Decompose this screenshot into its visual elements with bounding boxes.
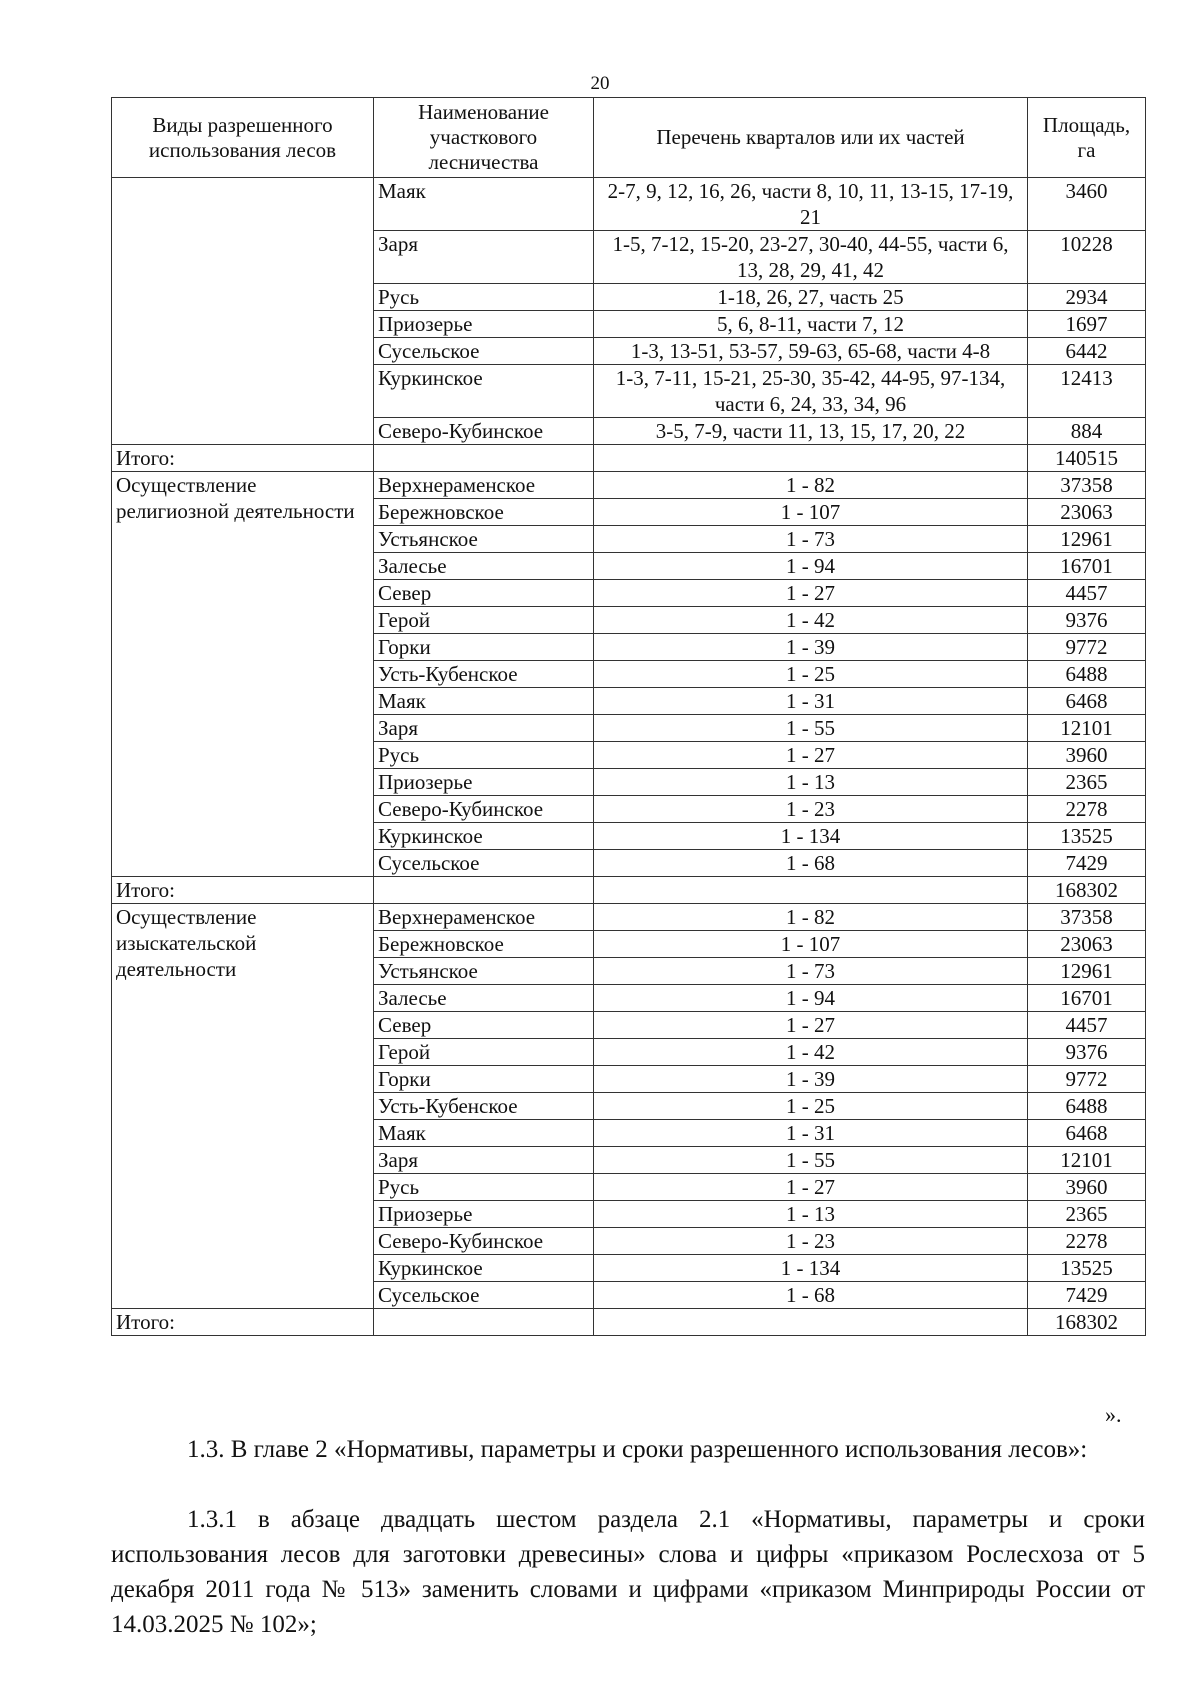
area-cell: 1697 (1028, 311, 1146, 338)
area-cell: 2365 (1028, 1201, 1146, 1228)
kvartaly-cell: 1 - 82 (594, 472, 1028, 499)
area-cell: 12101 (1028, 715, 1146, 742)
area-cell: 4457 (1028, 1012, 1146, 1039)
kvartaly-cell: 1 - 107 (594, 499, 1028, 526)
total-empty-cell (374, 877, 594, 904)
total-empty-cell (594, 1309, 1028, 1336)
kvartaly-cell: 1 - 27 (594, 580, 1028, 607)
kvartaly-cell: 1 - 73 (594, 958, 1028, 985)
area-cell: 7429 (1028, 850, 1146, 877)
total-row (112, 1309, 1146, 1336)
kvartaly-cell: 1 - 107 (594, 931, 1028, 958)
use-type-cell (112, 178, 374, 445)
kvartaly-cell: 1 - 134 (594, 823, 1028, 850)
area-cell: 12413 (1028, 365, 1146, 418)
kvartaly-cell: 1 - 27 (594, 742, 1028, 769)
lesnichestvo-cell: Маяк (374, 178, 594, 231)
area-cell: 6488 (1028, 1093, 1146, 1120)
total-row (112, 445, 1146, 472)
area-cell: 2278 (1028, 1228, 1146, 1255)
lesnichestvo-cell: Приозерье (374, 311, 594, 338)
area-cell: 7429 (1028, 1282, 1146, 1309)
area-cell: 3960 (1028, 1174, 1146, 1201)
kvartaly-cell: 1 - 27 (594, 1174, 1028, 1201)
area-cell: 6442 (1028, 338, 1146, 365)
area-cell: 2365 (1028, 769, 1146, 796)
lesnichestvo-cell: Устьянское (374, 526, 594, 553)
area-cell: 6468 (1028, 1120, 1146, 1147)
use-type-cell: Осуществление изыскательской деятельности (112, 904, 374, 1309)
kvartaly-cell: 1 - 39 (594, 634, 1028, 661)
total-area: 168302 (1028, 877, 1146, 904)
header-use-type: Виды разрешенного использования лесов (112, 98, 374, 178)
area-cell: 16701 (1028, 553, 1146, 580)
table-row (112, 472, 1146, 499)
total-area: 168302 (1028, 1309, 1146, 1336)
closing-quote: ». (1105, 1402, 1122, 1427)
area-cell: 884 (1028, 418, 1146, 445)
lesnichestvo-cell: Куркинское (374, 365, 594, 418)
kvartaly-cell: 1 - 13 (594, 769, 1028, 796)
lesnichestvo-cell: Заря (374, 231, 594, 284)
lesnichestvo-cell: Куркинское (374, 823, 594, 850)
kvartaly-cell: 1 - 23 (594, 1228, 1028, 1255)
kvartaly-cell: 1 - 134 (594, 1255, 1028, 1282)
forest-use-table (111, 97, 1146, 1336)
area-cell: 3960 (1028, 742, 1146, 769)
lesnichestvo-cell: Приозерье (374, 1201, 594, 1228)
kvartaly-cell: 1 - 94 (594, 985, 1028, 1012)
lesnichestvo-cell: Русь (374, 1174, 594, 1201)
lesnichestvo-cell: Сусельское (374, 850, 594, 877)
lesnichestvo-cell: Заря (374, 715, 594, 742)
area-cell: 37358 (1028, 472, 1146, 499)
lesnichestvo-cell: Верхнераменское (374, 472, 594, 499)
kvartaly-cell: 1 - 31 (594, 688, 1028, 715)
paragraph-1-3-text: 1.3. В главе 2 «Нормативы, параметры и сроки разрешенного использования лесов»: (187, 1436, 1088, 1463)
area-cell: 37358 (1028, 904, 1146, 931)
area-cell: 12101 (1028, 1147, 1146, 1174)
use-type-cell: Осуществление религиозной деятельности (112, 472, 374, 877)
lesnichestvo-cell: Устьянское (374, 958, 594, 985)
kvartaly-cell: 5, 6, 8-11, части 7, 12 (594, 311, 1028, 338)
kvartaly-cell: 1 - 31 (594, 1120, 1028, 1147)
lesnichestvo-cell: Куркинское (374, 1255, 594, 1282)
kvartaly-cell: 1 - 55 (594, 715, 1028, 742)
total-label: Итого: (112, 1309, 374, 1336)
kvartaly-cell: 1 - 27 (594, 1012, 1028, 1039)
page-number: 20 (590, 73, 610, 94)
lesnichestvo-cell: Маяк (374, 1120, 594, 1147)
kvartaly-cell: 1 - 94 (594, 553, 1028, 580)
lesnichestvo-cell: Герой (374, 1039, 594, 1066)
total-label: Итого: (112, 877, 374, 904)
kvartaly-cell: 1 - 25 (594, 1093, 1028, 1120)
kvartaly-cell: 2-7, 9, 12, 16, 26, части 8, 10, 11, 13-15, 17-19, 21 (594, 178, 1028, 231)
area-cell: 2278 (1028, 796, 1146, 823)
lesnichestvo-cell: Север (374, 1012, 594, 1039)
area-cell: 6468 (1028, 688, 1146, 715)
lesnichestvo-cell: Сусельское (374, 338, 594, 365)
kvartaly-cell: 1 - 25 (594, 661, 1028, 688)
lesnichestvo-cell: Русь (374, 742, 594, 769)
area-cell: 12961 (1028, 526, 1146, 553)
total-empty-cell (374, 1309, 594, 1336)
table-row (112, 178, 1146, 231)
area-cell: 6488 (1028, 661, 1146, 688)
kvartaly-cell: 1 - 73 (594, 526, 1028, 553)
total-area: 140515 (1028, 445, 1146, 472)
area-cell: 16701 (1028, 985, 1146, 1012)
kvartaly-cell: 1 - 42 (594, 1039, 1028, 1066)
lesnichestvo-cell: Северо-Кубинское (374, 796, 594, 823)
lesnichestvo-cell: Маяк (374, 688, 594, 715)
area-cell: 10228 (1028, 231, 1146, 284)
lesnichestvo-cell: Горки (374, 634, 594, 661)
header-kvartaly: Перечень кварталов или их частей (594, 98, 1028, 178)
total-empty-cell (594, 445, 1028, 472)
lesnichestvo-cell: Горки (374, 1066, 594, 1093)
area-cell: 23063 (1028, 931, 1146, 958)
total-label: Итого: (112, 445, 374, 472)
lesnichestvo-cell: Заря (374, 1147, 594, 1174)
table-body (112, 178, 1146, 1336)
area-cell: 13525 (1028, 1255, 1146, 1282)
lesnichestvo-cell: Сусельское (374, 1282, 594, 1309)
header-area: Площадь, га (1028, 98, 1146, 178)
area-cell: 9772 (1028, 1066, 1146, 1093)
lesnichestvo-cell: Усть-Кубенское (374, 661, 594, 688)
kvartaly-cell: 1 - 39 (594, 1066, 1028, 1093)
kvartaly-cell: 1 - 42 (594, 607, 1028, 634)
kvartaly-cell: 1 - 23 (594, 796, 1028, 823)
table-header-row (112, 98, 1146, 178)
total-row (112, 877, 1146, 904)
kvartaly-cell: 1-5, 7-12, 15-20, 23-27, 30-40, 44-55, части 6, 13, 28, 29, 41, 42 (594, 231, 1028, 284)
total-empty-cell (594, 877, 1028, 904)
lesnichestvo-cell: Усть-Кубенское (374, 1093, 594, 1120)
area-cell: 9376 (1028, 607, 1146, 634)
lesnichestvo-cell: Верхнераменское (374, 904, 594, 931)
paragraph-1-3-1 (111, 1502, 1145, 1642)
lesnichestvo-cell: Залесье (374, 985, 594, 1012)
kvartaly-cell: 1 - 55 (594, 1147, 1028, 1174)
kvartaly-cell: 1 - 68 (594, 1282, 1028, 1309)
paragraph-1-3 (111, 1432, 1145, 1467)
area-cell: 12961 (1028, 958, 1146, 985)
lesnichestvo-cell: Приозерье (374, 769, 594, 796)
kvartaly-cell: 1-3, 7-11, 15-21, 25-30, 35-42, 44-95, 97-134, части 6, 24, 33, 34, 96 (594, 365, 1028, 418)
area-cell: 9376 (1028, 1039, 1146, 1066)
lesnichestvo-cell: Бережновское (374, 499, 594, 526)
paragraph-1-3-1-text: 1.3.1 в абзаце двадцать шестом раздела 2.1 «Нормативы, параметры и сроки использования лесов для заготовки древесины» слова и цифры «приказом Рослесхоза от 5 декабря 2011 года № 513» заменить словами и цифрами «приказом Минприроды России от 14.03.2025 № 102»; (111, 1506, 1145, 1638)
area-cell: 13525 (1028, 823, 1146, 850)
area-cell: 9772 (1028, 634, 1146, 661)
kvartaly-cell: 3-5, 7-9, части 11, 13, 15, 17, 20, 22 (594, 418, 1028, 445)
lesnichestvo-cell: Русь (374, 284, 594, 311)
lesnichestvo-cell: Бережновское (374, 931, 594, 958)
header-lesnichestvo: Наименование участкового лесничества (374, 98, 594, 178)
kvartaly-cell: 1 - 68 (594, 850, 1028, 877)
lesnichestvo-cell: Герой (374, 607, 594, 634)
kvartaly-cell: 1 - 13 (594, 1201, 1028, 1228)
lesnichestvo-cell: Северо-Кубинское (374, 1228, 594, 1255)
kvartaly-cell: 1 - 82 (594, 904, 1028, 931)
area-cell: 4457 (1028, 580, 1146, 607)
area-cell: 23063 (1028, 499, 1146, 526)
total-empty-cell (374, 445, 594, 472)
lesnichestvo-cell: Север (374, 580, 594, 607)
kvartaly-cell: 1-3, 13-51, 53-57, 59-63, 65-68, части 4-8 (594, 338, 1028, 365)
table-row (112, 904, 1146, 931)
area-cell: 2934 (1028, 284, 1146, 311)
area-cell: 3460 (1028, 178, 1146, 231)
lesnichestvo-cell: Залесье (374, 553, 594, 580)
lesnichestvo-cell: Северо-Кубинское (374, 418, 594, 445)
kvartaly-cell: 1-18, 26, 27, часть 25 (594, 284, 1028, 311)
